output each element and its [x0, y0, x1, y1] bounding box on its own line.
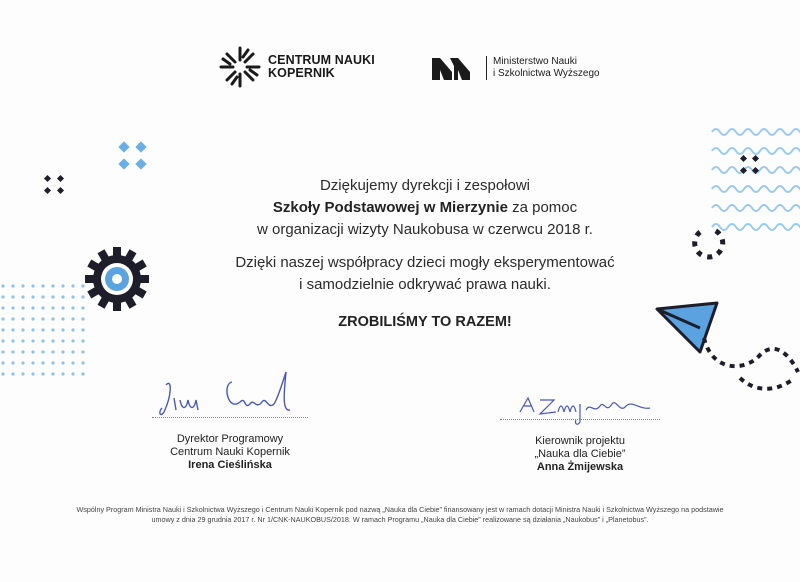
ministry-logo-line2: i Szkolnictwa Wyższego — [493, 68, 600, 79]
cnk-logo — [218, 44, 378, 90]
thanks-line-1: Dziękujemy dyrekcji i zespołowi — [319, 177, 531, 194]
signature-line-left — [152, 417, 308, 418]
footer-line-2: umowy z dnia 29 grudnia 2017 r. Nr 1/CNK-NAUKOBUS/2018. W ramach Programu „Nauka dla Ciebie” realizowane są działania „Naukobus” i „Planetobus”. — [151, 515, 649, 524]
footer-line-1: Wspólny Program Ministra Nauki i Szkolnictwa Wyższego i Centrum Nauki Kopernik pod nazwą „Nauka dla Ciebie” finansowany jest w ramach dotacji Ministra Nauki i Szkolnictwa Wyższego na podstawie — [76, 505, 724, 514]
signature-block-left — [130, 433, 330, 472]
ministry-logo-icon — [430, 56, 474, 82]
left-role-line2: Centrum Nauki Kopernik — [170, 446, 290, 458]
thanks-line-3: w organizacji wizyty Naukobusa w czerwcu 2018 r. — [257, 221, 593, 238]
ministry-logo-text — [486, 56, 600, 80]
signature-right — [520, 398, 650, 424]
left-signer-name: Irena Cieślińska — [188, 459, 272, 471]
ministry-logo-line1: Ministerstwo Nauki — [493, 56, 577, 67]
wave-pattern — [712, 129, 800, 230]
slogan: ZROBILIŚMY TO RAZEM! — [338, 314, 512, 330]
thanks-line-2-rest: za pomoc — [507, 199, 578, 216]
gear-icon — [85, 247, 149, 311]
cnk-logo-line1: CENTRUM NAUKI — [268, 53, 375, 67]
cooperation-line-2: i samodzielnie odkrywać prawa nauki. — [299, 276, 551, 293]
footer-note — [40, 505, 760, 525]
thanks-line-2 — [150, 198, 700, 217]
cross-mark-left-icon — [44, 175, 64, 194]
signature-line-right — [500, 419, 660, 420]
cross-mark-right-icon — [740, 155, 759, 174]
right-role-line2: „Nauka dla Ciebie” — [534, 448, 626, 460]
cnk-logo-icon — [218, 44, 262, 90]
cooperation-line-1: Dzięki naszej współpracy dzieci mogły eksperymentować — [235, 254, 615, 271]
blue-diamond-cluster — [118, 141, 146, 169]
cnk-logo-line2: KOPERNIK — [268, 66, 335, 80]
ministry-logo — [430, 54, 610, 84]
signature-block-right — [480, 435, 680, 474]
dot-grid — [1, 284, 84, 375]
signature-left — [160, 372, 290, 415]
right-signer-name: Anna Żmijewska — [536, 461, 624, 473]
cnk-logo-text — [268, 54, 375, 80]
left-role-line1: Dyrektor Programowy — [176, 433, 284, 445]
right-role-line1: Kierownik projektu — [535, 435, 625, 447]
school-name: Szkoły Podstawowej w Mierzynie — [272, 199, 508, 216]
